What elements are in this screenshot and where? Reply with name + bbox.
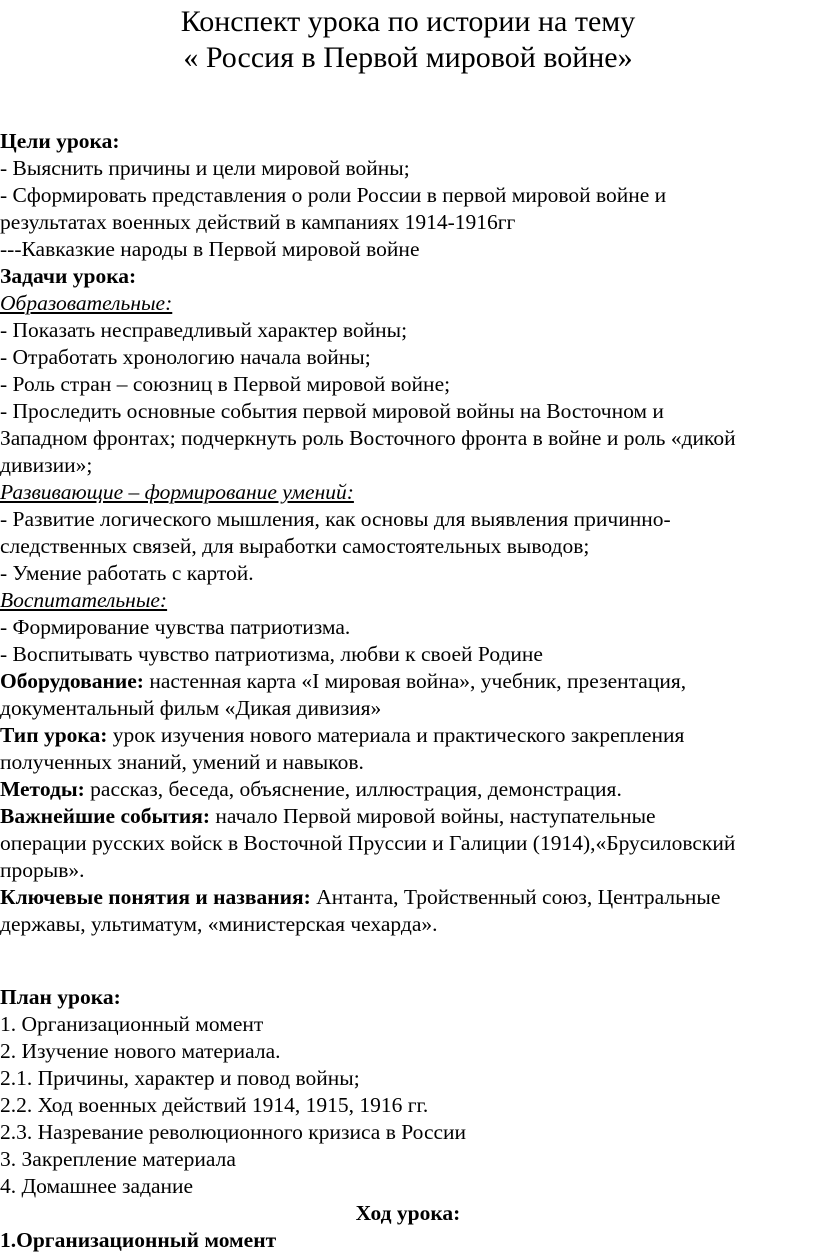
equipment-text-continued: документальный фильм «Дикая дивизия» [0, 696, 382, 720]
educational-line: дивизии»; [0, 453, 93, 477]
plan-item: 2.1. Причины, характер и повод войны; [0, 1066, 360, 1090]
course-heading: Ход урока: [355, 1201, 461, 1225]
events-label: Важнейшие события: [0, 804, 211, 828]
developing-line: следственных связей, для выработки самостоятельных выводов; [0, 534, 590, 558]
concepts-text: Антанта, Тройственный союз, Центральные [310, 885, 721, 909]
lesson-type-label: Тип урока: [0, 723, 108, 747]
lesson-type-line [0, 722, 816, 748]
concepts-line [0, 884, 816, 910]
course-first-section: 1.Организационный момент [0, 1228, 277, 1252]
developing-line: - Умение работать с картой. [0, 561, 254, 585]
goals-line: ---Кавказкие народы в Первой мировой войне [0, 237, 420, 261]
concepts-label: Ключевые понятия и названия: [0, 885, 311, 909]
methods-label: Методы: [0, 777, 85, 801]
methods-line [0, 776, 816, 802]
document-title-line-1: Конспект урока по истории на тему [180, 5, 636, 38]
upbringing-line: - Воспитывать чувство патриотизма, любви к своей Родине [0, 642, 543, 666]
developing-label: Развивающие – формирование умений: [0, 480, 354, 504]
educational-line: - Отработать хронологию начала войны; [0, 345, 371, 369]
educational-line: - Проследить основные события первой мировой войны на Восточном и [0, 399, 664, 423]
events-line [0, 803, 816, 829]
educational-line: - Роль стран – союзниц в Первой мировой войне; [0, 372, 451, 396]
educational-label: Образовательные: [0, 291, 173, 315]
goals-line: - Выяснить причины и цели мировой войны; [0, 156, 410, 180]
plan-heading: План урока: [0, 985, 121, 1009]
events-text-continued: операции русских войск в Восточной Пруссии и Галиции (1914),«Брусиловский [0, 831, 736, 855]
plan-item: 2.2. Ход военных действий 1914, 1915, 1916 гг. [0, 1093, 429, 1117]
events-text: начало Первой мировой войны, наступательные [210, 804, 656, 828]
plan-item: 3. Закрепление материала [0, 1147, 236, 1171]
plan-item: 1. Организационный момент [0, 1012, 264, 1036]
upbringing-label: Воспитательные: [0, 588, 168, 612]
equipment-line [0, 668, 816, 694]
goals-heading: Цели урока: [0, 129, 120, 153]
methods-text: рассказ, беседа, объяснение, иллюстрация, демонстрация. [84, 777, 622, 801]
goals-line: результатах военных действий в кампаниях 1914-1916гг [0, 210, 516, 234]
tasks-heading: Задачи урока: [0, 264, 137, 288]
plan-item: 4. Домашнее задание [0, 1174, 194, 1198]
document-title-line-2: « Россия в Первой мировой войне» [183, 41, 633, 74]
plan-item: 2.3. Назревание революционного кризиса в России [0, 1120, 467, 1144]
lesson-type-text: урок изучения нового материала и практического закрепления [107, 723, 685, 747]
educational-line: - Показать несправедливый характер войны; [0, 318, 408, 342]
equipment-label: Оборудование: [0, 669, 144, 693]
lesson-type-text-continued: полученных знаний, умений и навыков. [0, 750, 364, 774]
educational-line: Западном фронтах; подчеркнуть роль Восточного фронта в войне и роль «дикой [0, 426, 736, 450]
concepts-text-continued: державы, ультиматум, «министерская чехарда». [0, 912, 438, 936]
goals-line: - Сформировать представления о роли России в первой мировой войне и [0, 183, 667, 207]
developing-line: - Развитие логического мышления, как основы для выявления причинно- [0, 507, 671, 531]
plan-item: 2. Изучение нового материала. [0, 1039, 281, 1063]
equipment-text: настенная карта «I мировая война», учебник, презентация, [143, 669, 687, 693]
events-text-continued: прорыв». [0, 858, 85, 882]
upbringing-line: - Формирование чувства патриотизма. [0, 615, 351, 639]
